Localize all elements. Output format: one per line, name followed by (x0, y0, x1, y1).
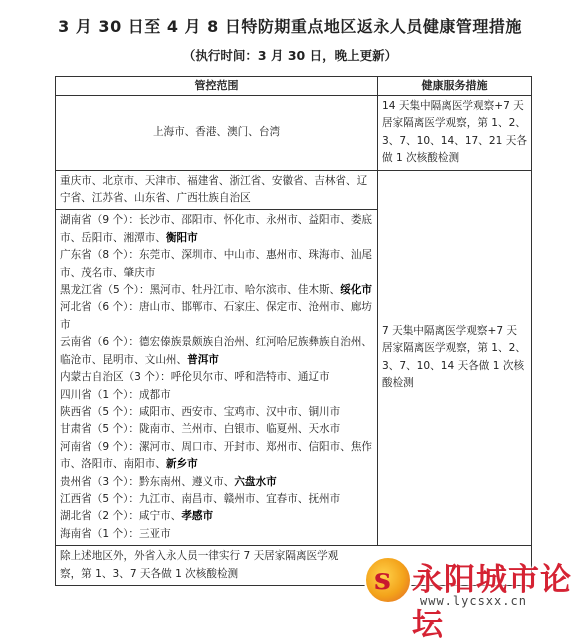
province-name: 湖南省（9 个）： (60, 214, 139, 227)
province-entry (60, 474, 373, 491)
column-header-scope: 管控范围 (56, 77, 378, 96)
province-entry (60, 491, 373, 508)
province-entry (60, 369, 373, 386)
province-cities: 成都市 (138, 388, 171, 401)
province-cities: 德宏傣族景颇族自治州、红河哈尼族彝族自治州、临沧市、昆明市、文山州、 (60, 336, 373, 366)
province-entry (60, 404, 373, 421)
province-highlight-city: 普洱市 (187, 353, 219, 366)
province-name: 湖北省（2 个）： (60, 510, 139, 523)
province-cities: 东莞市、深圳市、中山市、惠州市、珠海市、汕尾市、茂名市、肇庆市 (60, 249, 373, 279)
province-cities: 三亚市 (138, 527, 171, 540)
province-cities: 唐山市、邯郸市、石家庄、保定市、沧州市、廊坊市 (60, 301, 373, 331)
province-highlight-city: 衡阳市 (165, 231, 198, 244)
scope-cell: 重庆市、北京市、天津市、福建省、浙江省、安徽省、吉林省、辽宁省、江苏省、山东省、广西壮族自治区 (56, 170, 378, 210)
province-name: 江西省（5 个）： (60, 492, 139, 505)
province-entry (60, 508, 373, 525)
province-cities: 长沙市、邵阳市、怀化市、永州市、益阳市、娄底市、岳阳市、湘潭市、 (60, 214, 373, 244)
watermark-url: www.lycsxx.cn (420, 594, 527, 608)
province-highlight-city: 新乡市 (165, 458, 198, 471)
province-name: 黑龙江省（5 个）： (60, 284, 150, 297)
page-subtitle: （执行时间：3 月 30 日，晚上更新） (182, 48, 398, 63)
province-highlight-city: 孝感市 (181, 510, 214, 523)
province-name: 贵州省（3 个）： (60, 475, 139, 488)
province-cities: 黔东南州、遵义市、 (138, 475, 235, 488)
column-header-measure: 健康服务措施 (378, 77, 532, 96)
other-regions-text: 除上述地区外，外省入永人员一律实行 7 天居家隔离医学观察，第 1、3、7 天各做 1 次核酸检测 (60, 550, 339, 580)
measure-cell: 7 天集中隔离医学观察+7 天居家隔离医学观察，第 1、2、3、7、10、14 天各做 1 次核酸检测 (378, 170, 532, 546)
province-name: 内蒙古自治区（3 个）： (60, 371, 171, 384)
province-entry (60, 282, 373, 299)
province-entry (60, 247, 373, 282)
province-entry (60, 526, 373, 543)
province-name: 甘肃省（5 个）： (60, 423, 139, 436)
province-cities: 黑河市、牡丹江市、哈尔滨市、佳木斯、 (149, 284, 341, 297)
province-entry (60, 212, 373, 247)
province-cities: 漯河市、周口市、开封市、郑州市、信阳市、焦作市、洛阳市、南阳市、 (60, 440, 373, 471)
site-watermark (360, 540, 580, 643)
province-name: 四川省（1 个）： (60, 388, 139, 401)
province-highlight-city: 绥化市 (340, 284, 373, 297)
province-highlight-city: 六盘水市 (234, 475, 277, 488)
province-entry (60, 421, 373, 438)
table-row (56, 96, 532, 171)
page-title: 3 月 30 日至 4 月 8 日特防期重点地区返永人员健康管理措施 (58, 17, 522, 36)
province-cities: 呼伦贝尔市、呼和浩特市、通辽市 (170, 371, 330, 384)
province-entry (60, 387, 373, 404)
province-cities: 九江市、南昌市、赣州市、宜春市、抚州市 (138, 492, 341, 505)
scope-cell: 上海市、香港、澳门、台湾 (56, 96, 378, 171)
province-name: 广东省（8 个）： (60, 249, 139, 262)
scope-cell-provinces (56, 210, 378, 546)
province-entry (60, 299, 373, 334)
province-cities: 咸阳市、西安市、宝鸡市、汉中市、铜川市 (138, 405, 341, 418)
province-entry (60, 334, 373, 369)
province-name: 云南省（6 个）： (60, 336, 139, 349)
measure-cell: 14 天集中隔离医学观察+7 天居家隔离医学观察，第 1、2、3、7、10、14、17、21 天各做 1 次核酸检测 (378, 96, 532, 171)
watermark-logo-icon: s (364, 556, 412, 604)
province-name: 河北省（6 个）： (60, 301, 139, 314)
province-name: 陕西省（5 个）： (60, 405, 139, 418)
province-cities: 陇南市、兰州市、白银市、临夏州、天水市 (138, 423, 341, 436)
province-cities: 咸宁市、 (138, 510, 182, 523)
table-header-row (56, 77, 532, 96)
province-name: 海南省（1 个）： (60, 527, 139, 540)
policy-table (55, 76, 532, 586)
province-name: 河南省（9 个）： (60, 440, 139, 453)
watermark-brand: 永阳城市论坛 (412, 562, 572, 643)
table-row (56, 170, 532, 210)
province-entry (60, 439, 373, 474)
